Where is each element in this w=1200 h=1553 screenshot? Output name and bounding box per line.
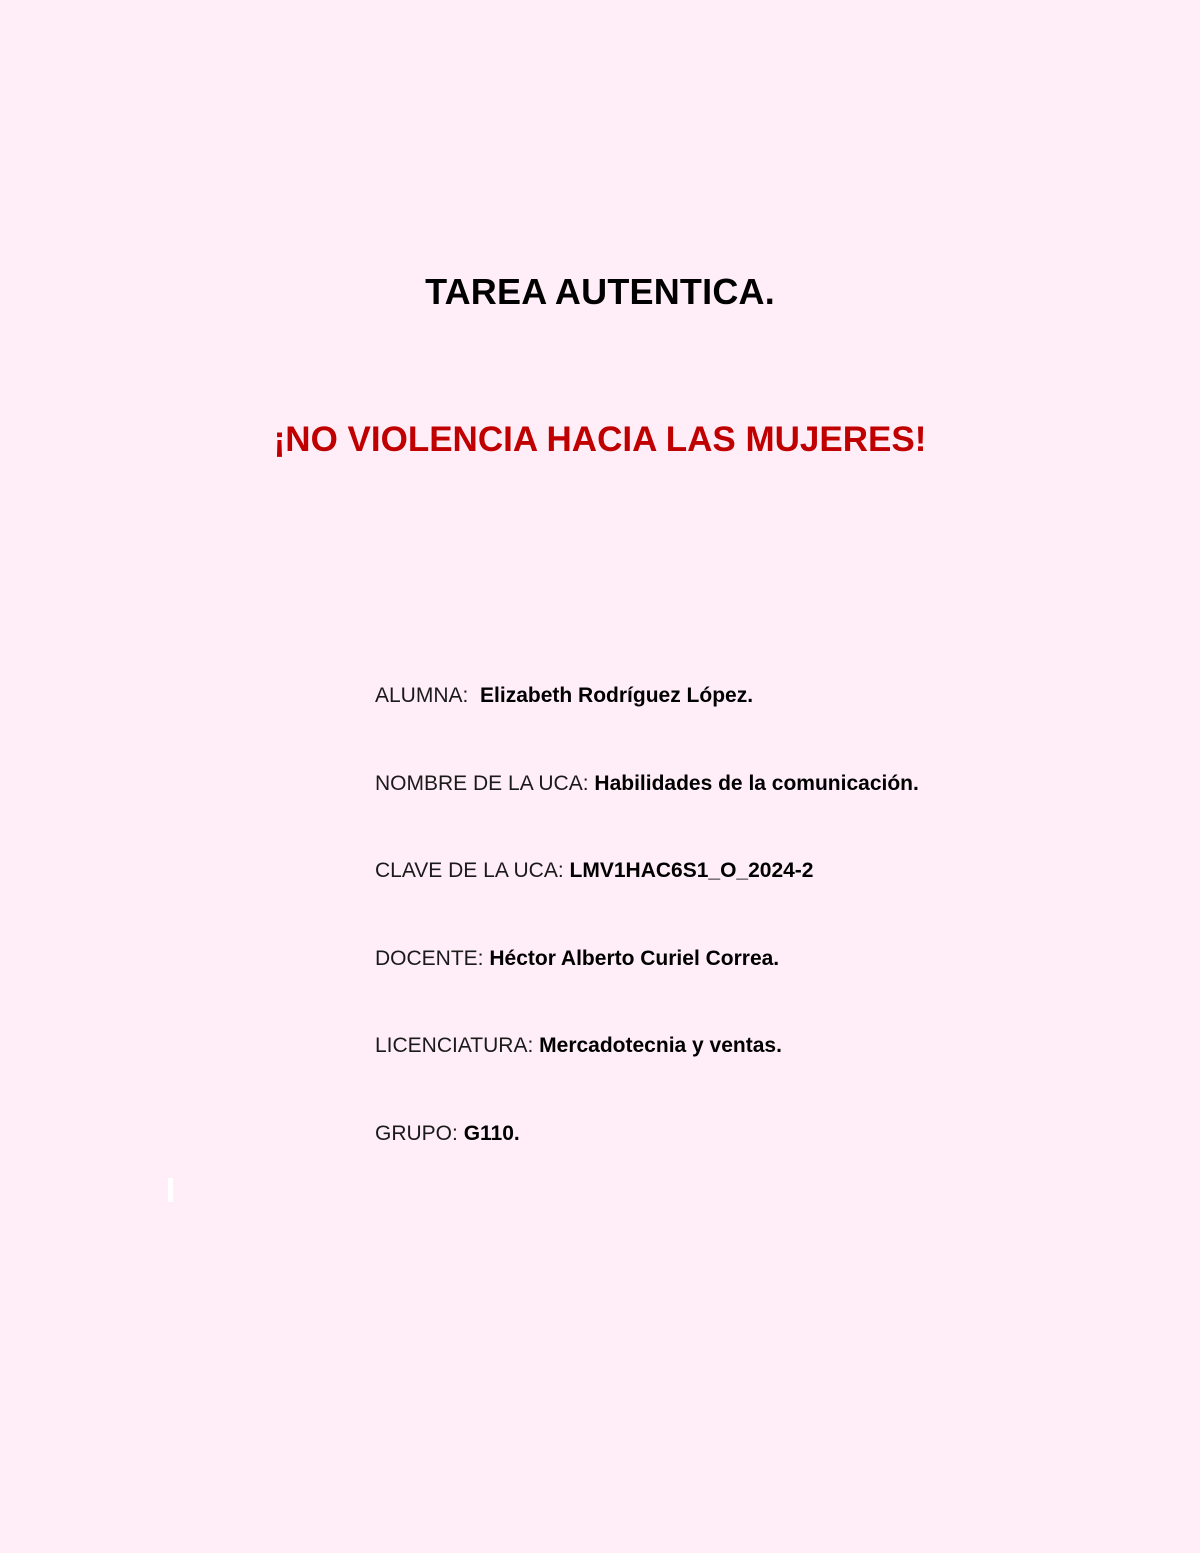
field-value: LMV1HAC6S1_O_2024-2 xyxy=(569,859,814,882)
field-value: G110. xyxy=(463,1121,520,1145)
field-nombre-uca xyxy=(375,768,1155,856)
field-label: NOMBRE DE LA UCA: xyxy=(375,771,589,795)
field-value: Mercadotecnia y ventas. xyxy=(539,1034,782,1057)
field-value: Elizabeth Rodríguez López. xyxy=(480,684,754,707)
field-label: CLAVE DE LA UCA: xyxy=(375,859,564,882)
field-value: Héctor Alberto Curiel Correa. xyxy=(489,946,780,970)
field-licenciatura xyxy=(375,1030,1155,1118)
page-subtitle: ¡NO VIOLENCIA HACIA LAS MUJERES! xyxy=(273,420,927,459)
field-label: DOCENTE: xyxy=(375,946,484,970)
field-value: Habilidades de la comunicación. xyxy=(594,771,919,795)
info-block xyxy=(375,680,1155,1205)
field-clave-uca xyxy=(375,855,1155,943)
page-title: TAREA AUTENTICA. xyxy=(425,271,775,312)
field-grupo xyxy=(375,1118,1155,1206)
field-docente xyxy=(375,943,1155,1031)
field-alumna xyxy=(375,680,1155,768)
text-cursor-mark xyxy=(168,1178,173,1202)
field-label: LICENCIATURA: xyxy=(375,1034,534,1057)
field-label: GRUPO: xyxy=(375,1121,458,1145)
field-label: ALUMNA: xyxy=(375,684,469,707)
